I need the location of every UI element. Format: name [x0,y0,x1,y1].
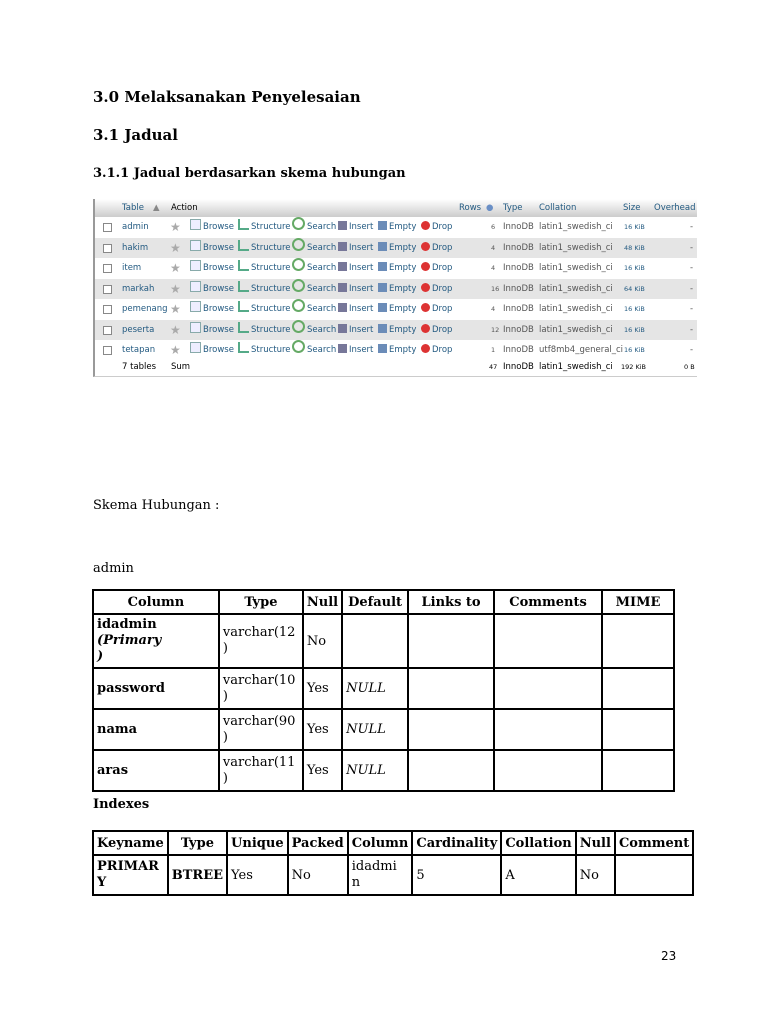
drop-action[interactable]: Drop [421,299,452,319]
column-name: aras [97,763,129,778]
index-header: Keyname [93,831,168,855]
column-links [408,614,494,668]
pma-table-row [95,320,697,340]
col-header: Comments [494,590,602,614]
column-default: NULL [346,722,386,737]
pma-header-overhead[interactable]: Overhead [654,203,696,213]
pma-footer-overhead: 0 B [684,363,695,371]
browse-icon [190,240,201,251]
insert-action[interactable]: Insert [338,320,373,340]
pma-footer-size: 192 KiB [621,363,647,371]
search-action[interactable]: Search [292,340,336,360]
heading-3-1-1: 3.1.1 Jadual berdasarkan skema hubungan [93,166,406,181]
structure-action[interactable]: Structure [238,279,291,299]
search-icon [292,258,305,271]
structure-action[interactable]: Structure [238,238,291,258]
column-type: varchar(11 [222,754,296,770]
column-mime [602,614,674,668]
column-comments [494,668,602,709]
column-name: password [97,681,165,696]
engine-type: InnoDB [503,324,534,335]
structure-icon [238,219,249,230]
pma-footer-type: InnoDB [503,362,534,372]
column-null: No [303,614,342,668]
drop-action[interactable]: Drop [421,238,452,258]
structure-action[interactable]: Structure [238,320,291,340]
collation: latin1_swedish_ci [539,242,613,253]
overhead: - [690,345,694,355]
table-name-link[interactable]: tetapan [122,345,156,355]
empty-icon [378,221,387,230]
index-header: Type [168,831,227,855]
table-name-link[interactable]: peserta [122,324,155,335]
overhead: - [690,222,694,232]
column-type-close: ) [222,770,228,786]
overhead: - [690,263,694,273]
size[interactable]: 16 KiB [624,325,645,334]
row-count: 4 [491,243,496,252]
pma-table-row [95,299,697,319]
browse-action[interactable]: Browse [190,340,234,360]
overhead: - [690,304,694,314]
insert-action[interactable]: Insert [338,340,373,360]
insert-action[interactable]: Insert [338,217,373,237]
empty-icon [378,242,387,251]
drop-icon [421,303,430,312]
pma-footer-collation: latin1_swedish_ci [539,362,613,372]
drop-icon [421,324,430,333]
size[interactable]: 64 KiB [624,284,645,293]
favorite-star-icon[interactable]: ★ [170,240,181,255]
structure-icon [238,260,249,271]
row-count: 4 [491,264,496,272]
size[interactable]: 16 KiB [624,305,645,313]
index-column-cont: n [351,875,361,890]
browse-icon [190,342,201,353]
insert-icon [338,221,347,230]
structure-action[interactable]: Structure [238,258,291,278]
drop-action[interactable]: Drop [421,279,452,299]
column-null: Yes [303,709,342,750]
pma-header-row [95,199,697,217]
pma-footer-tables: 7 tables [122,362,157,372]
heading-3-0: 3.0 Melaksanakan Penyelesaian [93,88,361,106]
table-row [93,709,674,750]
skema-hubungan-label: Skema Hubungan : [93,498,220,513]
engine-type: InnoDB [503,345,534,355]
index-header: Comment [615,831,693,855]
structure-icon [238,322,249,333]
col-header: MIME [602,590,674,614]
pma-header-type[interactable]: Type [503,203,523,213]
overhead: - [690,324,694,335]
row-checkbox[interactable] [103,326,112,335]
size[interactable]: 48 KiB [624,243,645,252]
indexes-table [92,830,694,896]
index-packed: No [288,855,348,895]
browse-icon [190,301,201,312]
empty-icon [378,283,387,292]
insert-icon [338,262,347,271]
row-count: 16 [491,284,500,293]
search-action[interactable]: Search [292,299,336,319]
col-header: Null [303,590,342,614]
index-keyname: PRIMAR [97,859,159,874]
index-comment [615,855,693,895]
column-null: Yes [303,750,342,791]
structure-action[interactable]: Structure [238,340,291,360]
column-name: nama [97,722,138,737]
size[interactable]: 16 KiB [624,223,645,231]
favorite-star-icon[interactable]: ★ [170,281,181,296]
index-column: idadmi [351,859,397,874]
admin-columns-table [92,589,675,792]
index-header: Column [348,831,413,855]
search-icon [292,340,305,353]
insert-icon [338,324,347,333]
col-header: Default [342,590,408,614]
column-type-close: ) [222,729,228,745]
table-name-link[interactable]: hakim [122,242,149,253]
collation: latin1_swedish_ci [539,283,613,294]
drop-icon [421,283,430,292]
row-count: 6 [491,223,496,231]
col-header: Type [219,590,303,614]
empty-icon [378,303,387,312]
search-action[interactable]: Search [292,258,336,278]
pma-table-row [95,340,697,360]
favorite-star-icon[interactable]: ★ [170,302,181,316]
size[interactable]: 16 KiB [624,346,645,354]
browse-action[interactable]: Browse [190,299,234,319]
browse-icon [190,281,201,292]
index-header: Null [576,831,615,855]
favorite-star-icon[interactable]: ★ [170,322,181,337]
pma-footer-row [95,359,697,375]
empty-action[interactable]: Empty [378,238,416,258]
column-type: varchar(12 [222,625,296,640]
empty-action[interactable]: Empty [378,279,416,299]
engine-type: InnoDB [503,304,534,314]
drop-icon [421,262,430,271]
empty-icon [378,262,387,271]
pma-header-rows[interactable]: Rows [459,203,482,213]
admin-label: admin [93,561,134,576]
column-comments [494,614,602,668]
row-count: 12 [491,325,500,334]
column-name: idadmin [97,617,157,632]
structure-action[interactable]: Structure [238,217,291,237]
search-icon [292,238,305,251]
column-links [408,709,494,750]
insert-action[interactable]: Insert [338,238,373,258]
empty-action[interactable]: Empty [378,320,416,340]
pma-header-collation[interactable]: Collation [539,203,577,213]
collation: utf8mb4_general_ci [539,345,624,355]
index-collation: A [501,855,575,895]
browse-action[interactable]: Browse [190,279,234,299]
browse-icon [190,219,201,230]
index-header: Packed [288,831,348,855]
column-type-close: ) [222,688,228,704]
search-icon [292,217,305,230]
index-type: BTREE [171,867,224,883]
drop-action[interactable]: Drop [421,340,452,360]
search-action[interactable]: Search [292,320,336,340]
col-header: Links to [408,590,494,614]
pma-header-table[interactable]: Table [122,203,144,213]
pma-footer-rows: 47 [489,363,498,371]
row-checkbox[interactable] [103,346,112,355]
table-name-link[interactable]: markah [122,283,155,294]
column-null: Yes [303,668,342,709]
column-type: varchar(90 [222,713,296,729]
search-icon [292,299,305,312]
column-mime [602,750,674,791]
index-keyname-cont: Y [97,875,107,890]
structure-icon [238,240,249,251]
column-type: varchar(10 [222,672,296,688]
row-count: 4 [491,305,496,313]
search-action[interactable]: Search [292,238,336,258]
browse-action[interactable]: Browse [190,217,234,237]
browse-action[interactable]: Browse [190,258,234,278]
pma-table-row [95,217,697,237]
indexes-header-row [93,831,693,855]
primary-note-close: ) [97,649,104,664]
column-type-close: ) [222,641,228,656]
pma-table-row [95,258,697,278]
help-icon[interactable]: ● [486,203,494,213]
page-number: 23 [661,949,677,963]
pma-footer-sum: Sum [171,362,191,372]
primary-note: (Primary [97,633,162,648]
collation: latin1_swedish_ci [539,304,613,314]
column-links [408,668,494,709]
size[interactable]: 16 KiB [624,264,645,272]
table-row [93,614,674,668]
index-unique: Yes [227,855,288,895]
pma-table-row [95,238,697,258]
drop-action[interactable]: Drop [421,320,452,340]
engine-type: InnoDB [503,242,534,253]
row-checkbox[interactable] [103,305,112,314]
empty-icon [378,324,387,333]
structure-icon [238,281,249,292]
overhead: - [690,242,694,253]
insert-icon [338,303,347,312]
collation: latin1_swedish_ci [539,222,613,232]
column-mime [602,709,674,750]
empty-action[interactable]: Empty [378,258,416,278]
index-cardinality: 5 [412,855,501,895]
browse-icon [190,322,201,333]
column-default: NULL [346,681,386,696]
overhead: - [690,283,694,294]
favorite-star-icon[interactable]: ★ [170,343,181,357]
insert-action[interactable]: Insert [338,299,373,319]
column-links [408,750,494,791]
pma-table-row [95,279,697,299]
column-default: NULL [346,763,386,778]
pma-header-size[interactable]: Size [623,203,641,213]
drop-icon [421,344,430,353]
table-name-link[interactable]: item [122,263,142,273]
empty-icon [378,344,387,353]
row-checkbox[interactable] [103,244,112,253]
insert-action[interactable]: Insert [338,258,373,278]
row-checkbox[interactable] [103,285,112,294]
table-name-link[interactable]: admin [122,222,149,232]
index-null: No [576,855,615,895]
row-count: 1 [491,346,496,354]
insert-icon [338,242,347,251]
column-comments [494,709,602,750]
browse-action[interactable]: Browse [190,238,234,258]
structure-action[interactable]: Structure [238,299,291,319]
browse-action[interactable]: Browse [190,320,234,340]
search-action[interactable]: Search [292,279,336,299]
structure-icon [238,342,249,353]
insert-icon [338,344,347,353]
browse-icon [190,260,201,271]
index-header: Collation [501,831,575,855]
column-comments [494,750,602,791]
table-row [93,668,674,709]
indexes-label: Indexes [93,797,150,812]
empty-action[interactable]: Empty [378,340,416,360]
index-header: Unique [227,831,288,855]
collation: latin1_swedish_ci [539,263,613,273]
column-default [342,614,408,668]
column-mime [602,668,674,709]
row-checkbox[interactable] [103,223,112,232]
index-header: Cardinality [412,831,501,855]
insert-icon [338,283,347,292]
row-checkbox[interactable] [103,264,112,273]
table-name-link[interactable]: pemenang [122,304,168,314]
phpmyadmin-table-list [93,199,697,377]
engine-type: InnoDB [503,283,534,294]
search-icon [292,320,305,333]
drop-action[interactable]: Drop [421,217,452,237]
table-row [93,750,674,791]
drop-action[interactable]: Drop [421,258,452,278]
empty-action[interactable]: Empty [378,217,416,237]
empty-action[interactable]: Empty [378,299,416,319]
pma-header-action: Action [171,203,198,213]
heading-3-1: 3.1 Jadual [93,126,178,144]
drop-icon [421,242,430,251]
drop-icon [421,221,430,230]
columns-header-row [93,590,674,614]
insert-action[interactable]: Insert [338,279,373,299]
col-header: Column [93,590,219,614]
structure-icon [238,301,249,312]
search-action[interactable]: Search [292,217,336,237]
favorite-star-icon[interactable]: ★ [170,220,181,234]
table-row [93,855,693,895]
search-icon [292,279,305,292]
favorite-star-icon[interactable]: ★ [170,261,181,275]
engine-type: InnoDB [503,222,534,232]
sort-asc-icon: ▲ [153,203,160,213]
engine-type: InnoDB [503,263,534,273]
collation: latin1_swedish_ci [539,324,613,335]
